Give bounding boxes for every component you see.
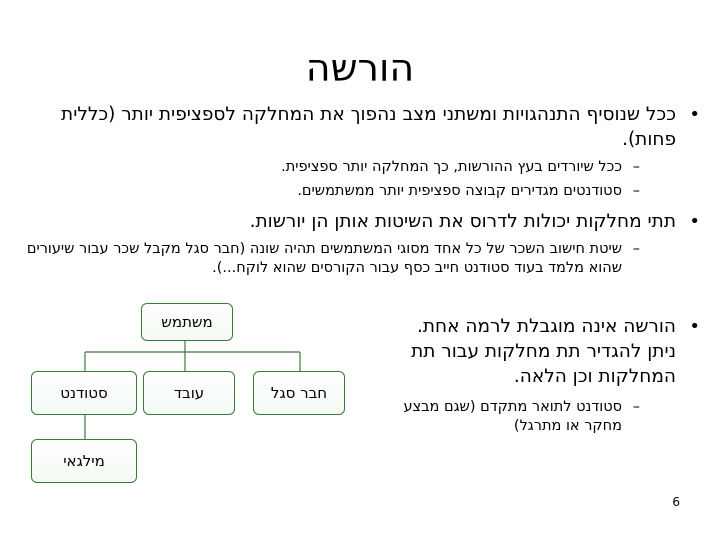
bullet-marker: • [689, 104, 700, 125]
bullet-1 [20, 102, 700, 152]
bullet-2-sub-1 [0, 240, 640, 278]
diagram-node-faculty: חבר סגל [253, 371, 345, 415]
bullet-marker: • [689, 316, 700, 337]
bullet-1-sub-1 [40, 158, 640, 177]
bullet-1-sub-2-text: סטודנטים מגדירים קבוצה ספציפית יותר ממשתמשים. [297, 183, 622, 199]
bullet-3-sub-1-text: סטודנט לתואר מתקדם (שגם מבצע מחקר או מתרגל) [403, 399, 622, 434]
bullet-1-sub-1-text: ככל שיורדים בעץ ההורשות, כך המחלקה יותר ספציפית. [281, 159, 622, 175]
diagram-node-user: משתמש [141, 303, 233, 341]
dash-marker: – [632, 241, 640, 257]
dash-marker: – [632, 399, 640, 415]
bullet-2-text: תתי מחלקות יכולות לדרוס את השיטות אותן הן יורשות. [249, 211, 676, 232]
dash-marker: – [632, 159, 640, 175]
diagram-node-employee: עובד [143, 371, 235, 415]
bullet-1-text: ככל שנוסיף התנהגויות ומשתני מצב נהפוך את המחלקה לספציפית יותר (כללית פחות). [61, 104, 676, 150]
bullet-1-sub-2 [40, 182, 640, 201]
page-number: 6 [672, 495, 680, 509]
slide-title: הורשה [305, 46, 415, 90]
bullet-3-sub-1 [390, 398, 640, 436]
bullet-2 [20, 209, 700, 234]
bullet-2-sub-1-text: שיטת חישוב השכר של כל אחד מסוגי המשתמשים תהיה שונה (חבר סגל מקבל שכר עבור שיעורים שהוא מלמד בעוד סטודנט חייב כסף עבור הקורסים שהוא לוקח...). [26, 241, 622, 276]
bullet-3-text: הורשה אינה מוגבלת לרמה אחת. ניתן להגדיר תת מחלקות עבור תת המחלקות וכן הלאה. [411, 316, 676, 387]
bullet-marker: • [689, 211, 700, 232]
bullet-3 [400, 314, 700, 389]
dash-marker: – [632, 183, 640, 199]
diagram-node-student: סטודנט [31, 371, 137, 415]
diagram-node-scholarship: מילגאי [31, 439, 137, 483]
